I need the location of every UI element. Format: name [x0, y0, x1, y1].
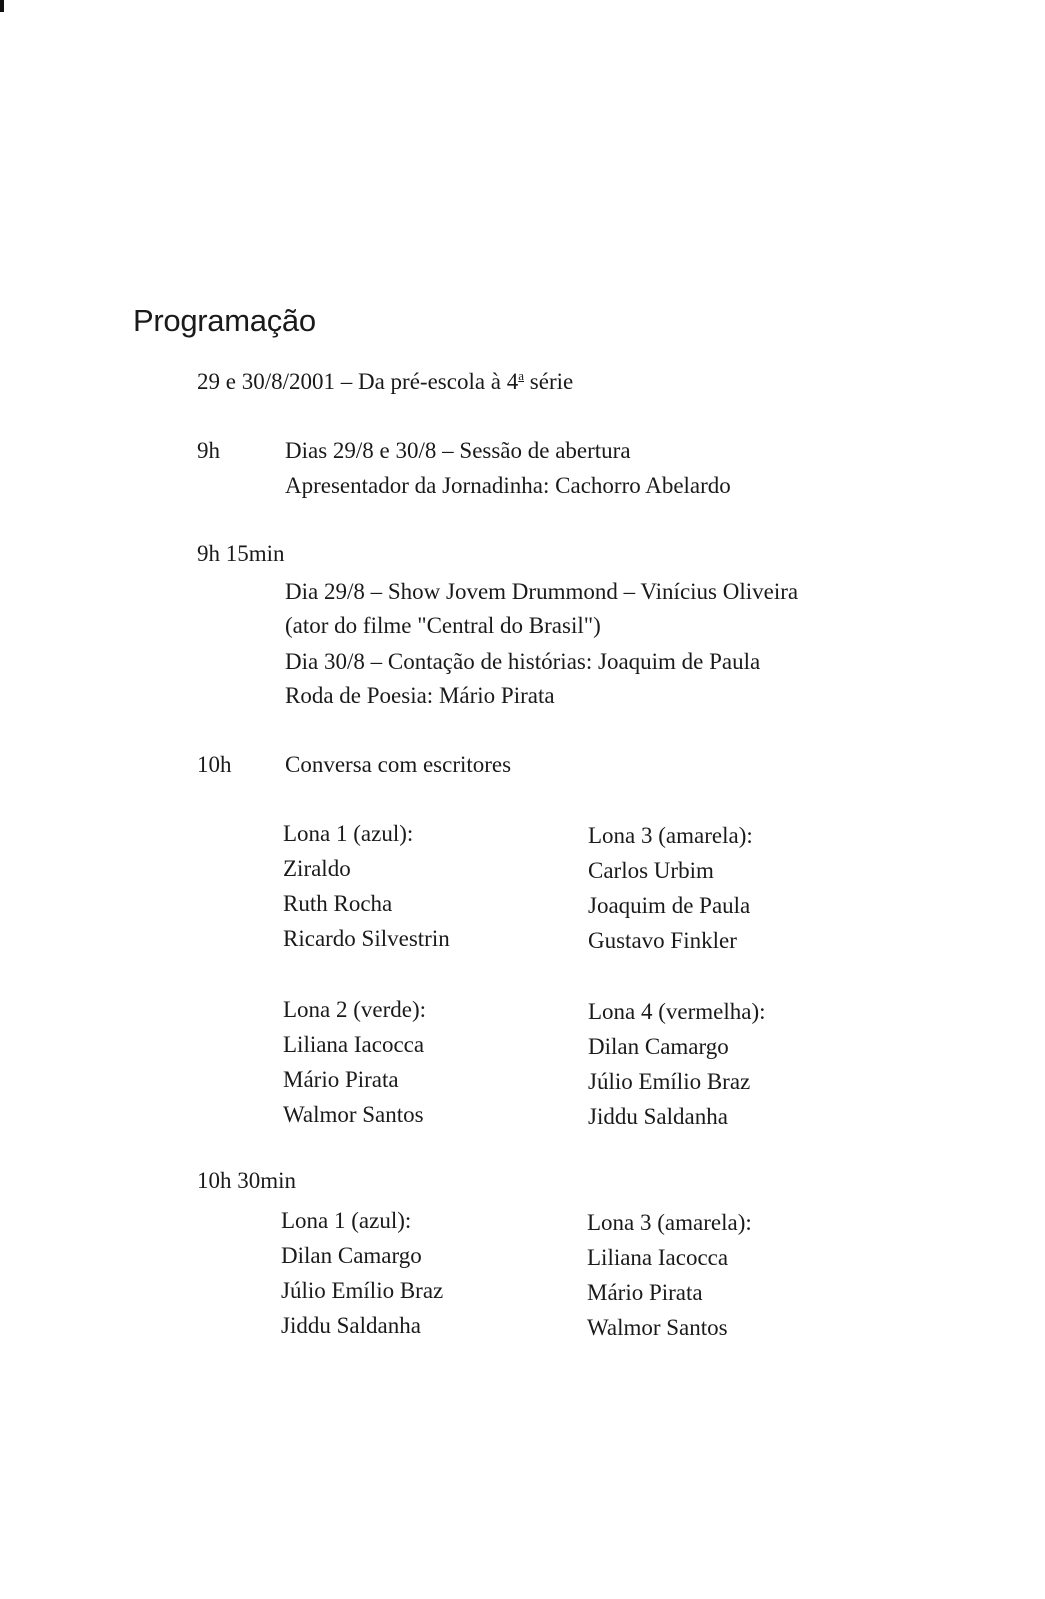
- writer-name: Júlio Emílio Braz: [588, 1069, 751, 1094]
- subtitle-suffix: série: [524, 369, 574, 394]
- writer-name: Mário Pirata: [587, 1280, 703, 1305]
- writer-name: Joaquim de Paula: [588, 893, 751, 918]
- scan-corner-mark: [0, 0, 4, 12]
- time-10h30: 10h 30min: [197, 1168, 297, 1193]
- writer-name: Jiddu Saldanha: [588, 1104, 728, 1129]
- writer-name: Ruth Rocha: [283, 891, 393, 916]
- writer-name: Carlos Urbim: [588, 858, 714, 883]
- subtitle-ordinal: a: [518, 368, 525, 383]
- time-10h: 10h: [197, 752, 232, 777]
- writer-name: Gustavo Finkler: [588, 928, 737, 953]
- writer-name: Ricardo Silvestrin: [283, 926, 450, 951]
- program-subtitle: [197, 368, 573, 395]
- opening-session-line: Dias 29/8 e 30/8 – Sessão de abertura: [285, 438, 631, 463]
- presenter-line: Apresentador da Jornadinha: Cachorro Abelardo: [285, 473, 731, 498]
- lona-list: [587, 1205, 752, 1345]
- writer-name: Mário Pirata: [283, 1067, 399, 1092]
- writer-name: Júlio Emílio Braz: [281, 1278, 444, 1303]
- time-9h15: 9h 15min: [197, 541, 285, 566]
- subtitle-prefix: 29 e 30/8/2001 – Da pré-escola à 4: [197, 369, 519, 394]
- lona-list: [283, 816, 450, 956]
- lona-heading: Lona 3 (amarela):: [587, 1210, 752, 1235]
- writer-name: Liliana Iacocca: [587, 1245, 729, 1270]
- lona-heading: Lona 1 (azul):: [283, 821, 414, 846]
- lona-heading: Lona 3 (amarela):: [588, 823, 753, 848]
- storytelling-line: Dia 30/8 – Contação de histórias: Joaquim de Paula: [285, 649, 761, 674]
- writer-name: Walmor Santos: [283, 1102, 424, 1127]
- actor-line: (ator do filme "Central do Brasil"): [285, 613, 601, 638]
- lona-heading: Lona 4 (vermelha):: [588, 999, 766, 1024]
- show-line: Dia 29/8 – Show Jovem Drummond – Vinícius Oliveira: [285, 579, 799, 604]
- writer-name: Walmor Santos: [587, 1315, 728, 1340]
- writer-name: Dilan Camargo: [281, 1243, 422, 1268]
- lona-heading: Lona 2 (verde):: [283, 997, 427, 1022]
- lona-heading: Lona 1 (azul):: [281, 1208, 412, 1233]
- lona-list: [283, 992, 426, 1132]
- writer-name: Liliana Iacocca: [283, 1032, 425, 1057]
- time-9h: 9h: [197, 438, 220, 463]
- writers-talk-line: Conversa com escritores: [285, 752, 512, 777]
- writer-name: Ziraldo: [283, 856, 351, 881]
- lona-list: [588, 994, 766, 1134]
- writer-name: Dilan Camargo: [588, 1034, 729, 1059]
- lona-list: [588, 818, 753, 958]
- lona-list: [281, 1203, 443, 1343]
- poetry-line: Roda de Poesia: Mário Pirata: [285, 683, 555, 708]
- page-title: Programação: [133, 303, 316, 338]
- writer-name: Jiddu Saldanha: [281, 1313, 421, 1338]
